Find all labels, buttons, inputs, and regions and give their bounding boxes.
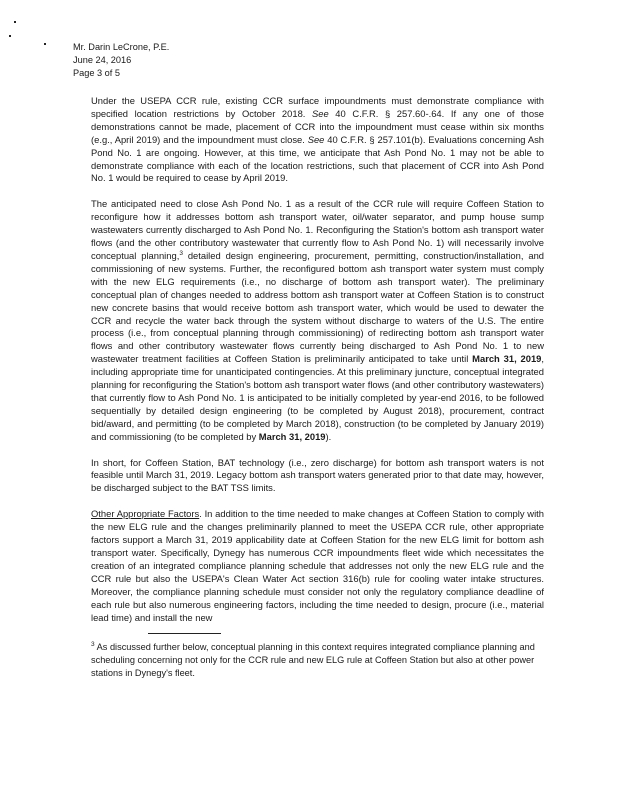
paragraph-other-factors <box>91 508 544 624</box>
citation-signal: See <box>312 107 329 119</box>
recipient-name: Mr. Darin LeCrone, P.E. <box>73 42 170 52</box>
footnote-text: As discussed further below, conceptual planning in this context requires integrated compliance planning and scheduling concerning not only for the CCR rule and new ELG rule at Coffeen Station but also at other power stations in Dynegy's fleet. <box>91 642 535 678</box>
footnote-divider <box>148 633 221 634</box>
letter-body <box>91 95 544 637</box>
paragraph-ash-pond-closure <box>91 198 544 443</box>
paragraph-text: . In addition to the time needed to make changes at Coffeen Station to comply with the new ELG rule and the changes preliminarily planned to meet the USEPA CCR rule, other appropriate factors support a March 31, 2019 applicability date at Coffeen Station for the new ELG limit for bottom ash transport water. Specifically, Dynegy has numerous CCR impoundments fleet wide which necessitates the creation of an integrated compliance planning schedule that addresses not only the new ELG rule and the CCR rule but also the USEPA's Clean Water Act section 316(b) rule for cooling water intake structures. Moreover, the compliance planning schedule must consider not only the regulatory compliance deadline of each rule but also numerous engineering factors, including the time needed to design, procure (i.e., material lead time) and install the new <box>91 508 544 623</box>
paragraph-ccr-rule: Under the USEPA CCR rule, existing CCR surface impoundments must demonstrate compliance with specified location restrictions by October 2018. See 40 C.F.R. § 257.60-.64. If any one of those demonstrations cannot be made, placement of CCR into the impoundment must cease within six months (e.g., April 2019) and the impoundment must close. See 40 C.F.R. § 257.101(b). Evaluations concerning Ash Pond No. 1 are ongoing. However, at this time, we anticipate that Ash Pond No. 1 may not be able to demonstrate compliance with each of the location restrictions, such that placement of CCR into Ash Pond No. 1 would be required to cease by April 2019. <box>91 95 544 184</box>
letter-date: June 24, 2016 <box>73 55 132 65</box>
letter-header <box>73 41 169 80</box>
footnote-reference: 3 <box>179 249 183 257</box>
page-number: Page 3 of 5 <box>73 68 120 78</box>
paragraph-text: ). <box>325 430 332 442</box>
deadline-date: March 31, 2019 <box>258 430 326 442</box>
footnote-mark: 3 <box>91 640 95 648</box>
section-heading: Other Appropriate Factors <box>91 508 200 520</box>
paragraph-bat-summary: In short, for Coffeen Station, BAT technology (i.e., zero discharge) for bottom ash transport waters is not feasible until March 31, 2019. Legacy bottom ash transport waters generated prior to that date may, however, be discharged subject to the BAT TSS limits. <box>91 456 544 494</box>
citation-signal: See <box>307 133 325 145</box>
paragraph-text: , including appropriate time for unanticipated contingencies. At this preliminary juncture, conceptual integrated planning for reconfiguring the Station's bottom ash transport water flows (and other contributory wastewaters) that currently flow to Ash Pond No. 1 is anticipated to be initially completed by year-end 2016, to be followed sequentially by detailed design engineering (to be completed by August 2018), procurement, contract bid/award, and permitting (to be completed by March 2018), construction (to be completed by January 2019) and commissioning (to be completed by <box>91 353 544 442</box>
deadline-date: March 31, 2019 <box>472 353 542 365</box>
paragraph-text: The anticipated need to close Ash Pond No. 1 as a result of the CCR rule will require Coffeen Station to reconfigure how it addresses bottom ash transport water, oil/water separator, and pump house sump wastewaters currently discharged to Ash Pond No. 1. Reconfiguring the Station's bottom ash transport water flows (and the other contributory wastewater that currently flow to Ash Pond No. 1) will necessarily involve conceptual planning, <box>91 198 544 261</box>
paragraph-text: detailed design engineering, procurement, permitting, construction/installation, and commissioning of new systems. Further, the reconfigured bottom ash transport water system must comply with the new ELG requirements (i.e., no discharge of bottom ash transport water). The preliminary conceptual plan of changes needed to address bottom ash transport water at Coffeen Station is to construct new concrete basins that would receive bottom ash transport water, which would be used to dewater the CCR and recycle the water back through the system without discharge to waters of the U.S. The entire process (i.e., from conceptual planning through commissioning) of redirecting bottom ash transport water flows and other contributory wastewater flows currently being discharged to Ash Pond No. 1 to new wastewater treatment facilities at Coffeen Station is preliminarily anticipated to take until <box>91 249 545 365</box>
footnote <box>91 641 544 679</box>
